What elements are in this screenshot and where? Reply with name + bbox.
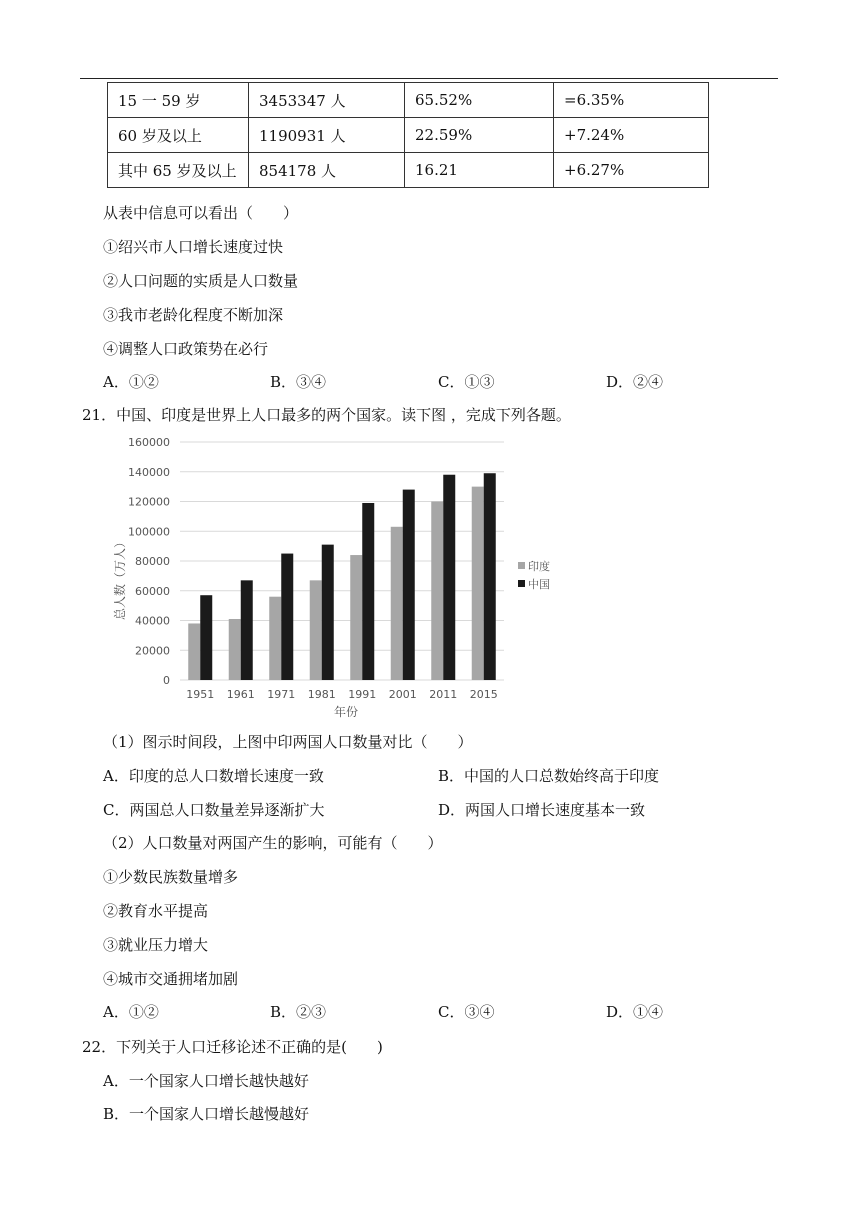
q20-item-2: ②人口问题的实质是人口数量 bbox=[103, 272, 299, 290]
chart-bars bbox=[188, 473, 496, 680]
q20-option-d[interactable]: D．②④ bbox=[606, 373, 664, 391]
y-tick-label: 120000 bbox=[128, 495, 170, 509]
population-table bbox=[107, 82, 709, 188]
bar-china bbox=[484, 473, 496, 680]
q20-option-b[interactable]: B．③④ bbox=[270, 373, 327, 391]
bar-india bbox=[431, 502, 443, 681]
y-tick-label: 0 bbox=[163, 674, 170, 687]
y-tick-label: 40000 bbox=[135, 614, 170, 628]
x-tick-label: 1951 bbox=[186, 688, 215, 701]
x-tick-label: 2011 bbox=[429, 688, 458, 701]
q21-sub2-option-b[interactable]: B．②③ bbox=[270, 1003, 327, 1021]
bar-india bbox=[188, 623, 200, 680]
bar-india bbox=[350, 555, 362, 680]
chart-x-ticks bbox=[186, 688, 498, 701]
q21-sub1-option-b[interactable]: B．中国的人口总数始终高于印度 bbox=[438, 767, 660, 785]
table-cell: 65.52% bbox=[405, 83, 554, 118]
table-cell: 60 岁及以上 bbox=[108, 118, 249, 153]
table-cell: =6.35% bbox=[554, 83, 709, 118]
chart-gridlines bbox=[180, 442, 504, 680]
table-cell: 其中 65 岁及以上 bbox=[108, 153, 249, 188]
bar-india bbox=[269, 597, 281, 680]
q20-item-3: ③我市老龄化程度不断加深 bbox=[103, 306, 284, 324]
table-cell: +6.27% bbox=[554, 153, 709, 188]
q20-item-1: ①绍兴市人口增长速度过快 bbox=[103, 238, 284, 256]
bar-china bbox=[281, 554, 293, 680]
legend-swatch bbox=[518, 580, 525, 587]
q21-sub2-stem: （2）人口数量对两国产生的影响，可能有（ ） bbox=[103, 834, 443, 852]
q21-sub2-item-3: ③就业压力增大 bbox=[103, 936, 209, 954]
q20-item-4: ④调整人口政策势在必行 bbox=[103, 340, 269, 358]
q21-stem: 21．中国、印度是世界上人口最多的两个国家。读下图 ，完成下列各题。 bbox=[82, 406, 571, 424]
q21-sub1-option-c[interactable]: C．两国总人口数量差异逐渐扩大 bbox=[103, 801, 325, 819]
bar-china bbox=[241, 580, 253, 680]
chart-y-ticks bbox=[128, 436, 170, 687]
header-rule bbox=[80, 78, 778, 79]
bar-india bbox=[310, 580, 322, 680]
population-bar-chart bbox=[108, 432, 578, 722]
x-tick-label: 1981 bbox=[307, 688, 336, 701]
table-cell: +7.24% bbox=[554, 118, 709, 153]
table-row bbox=[108, 153, 709, 188]
bar-china bbox=[403, 490, 415, 680]
table-cell: 854178 人 bbox=[249, 153, 405, 188]
q22-option-a[interactable]: A．一个国家人口增长越快越好 bbox=[103, 1072, 309, 1090]
chart-y-axis-label: 总人数（万人） bbox=[113, 535, 127, 621]
table-row bbox=[108, 118, 709, 153]
y-tick-label: 80000 bbox=[135, 555, 170, 568]
bar-india bbox=[229, 619, 241, 680]
legend-label: 中国 bbox=[528, 578, 550, 591]
q20-stem: 从表中信息可以看出（ ） bbox=[103, 204, 299, 222]
bar-china bbox=[200, 595, 212, 680]
table-row bbox=[108, 83, 709, 118]
x-tick-label: 1971 bbox=[267, 688, 296, 701]
q21-sub1-stem: （1）图示时间段，上图中印两国人口数量对比（ ） bbox=[103, 733, 473, 751]
table-cell: 1190931 人 bbox=[249, 118, 405, 153]
q21-sub2-item-4: ④城市交通拥堵加剧 bbox=[103, 970, 239, 988]
q21-sub2-option-c[interactable]: C．③④ bbox=[438, 1003, 495, 1021]
y-tick-label: 160000 bbox=[128, 436, 170, 449]
x-tick-label: 1991 bbox=[348, 688, 377, 701]
q20-option-c[interactable]: C．①③ bbox=[438, 373, 495, 391]
y-tick-label: 140000 bbox=[128, 465, 170, 479]
bar-china bbox=[362, 503, 374, 680]
bar-china bbox=[322, 545, 334, 680]
x-tick-label: 2001 bbox=[388, 688, 417, 701]
y-tick-label: 20000 bbox=[135, 644, 170, 658]
y-tick-label: 100000 bbox=[128, 525, 170, 539]
table-cell: 15 一 59 岁 bbox=[108, 83, 249, 118]
bar-china bbox=[443, 475, 455, 680]
q21-sub1-option-a[interactable]: A．印度的总人口数增长速度一致 bbox=[103, 767, 324, 785]
table-cell: 16.21 bbox=[405, 153, 554, 188]
chart-x-axis-label: 年份 bbox=[333, 705, 359, 719]
q22-stem: 22．下列关于人口迁移论述不正确的是( ) bbox=[82, 1038, 383, 1056]
bar-india bbox=[472, 487, 484, 680]
x-tick-label: 2015 bbox=[469, 688, 498, 701]
x-tick-label: 1961 bbox=[226, 688, 255, 701]
bar-india bbox=[391, 527, 403, 680]
q20-option-a[interactable]: A．①② bbox=[103, 373, 159, 391]
table-cell: 3453347 人 bbox=[249, 83, 405, 118]
q22-option-b[interactable]: B．一个国家人口增长越慢越好 bbox=[103, 1105, 310, 1123]
legend-swatch bbox=[518, 562, 525, 569]
chart-legend bbox=[518, 559, 550, 591]
q21-sub2-option-d[interactable]: D．①④ bbox=[606, 1003, 664, 1021]
q21-sub2-item-2: ②教育水平提高 bbox=[103, 902, 209, 920]
q21-sub2-option-a[interactable]: A．①② bbox=[103, 1003, 159, 1021]
y-tick-label: 60000 bbox=[135, 584, 170, 598]
table-cell: 22.59% bbox=[405, 118, 554, 153]
legend-label: 印度 bbox=[528, 560, 550, 573]
q21-sub1-option-d[interactable]: D．两国人口增长速度基本一致 bbox=[438, 801, 646, 819]
q21-sub2-item-1: ①少数民族数量增多 bbox=[103, 868, 239, 886]
